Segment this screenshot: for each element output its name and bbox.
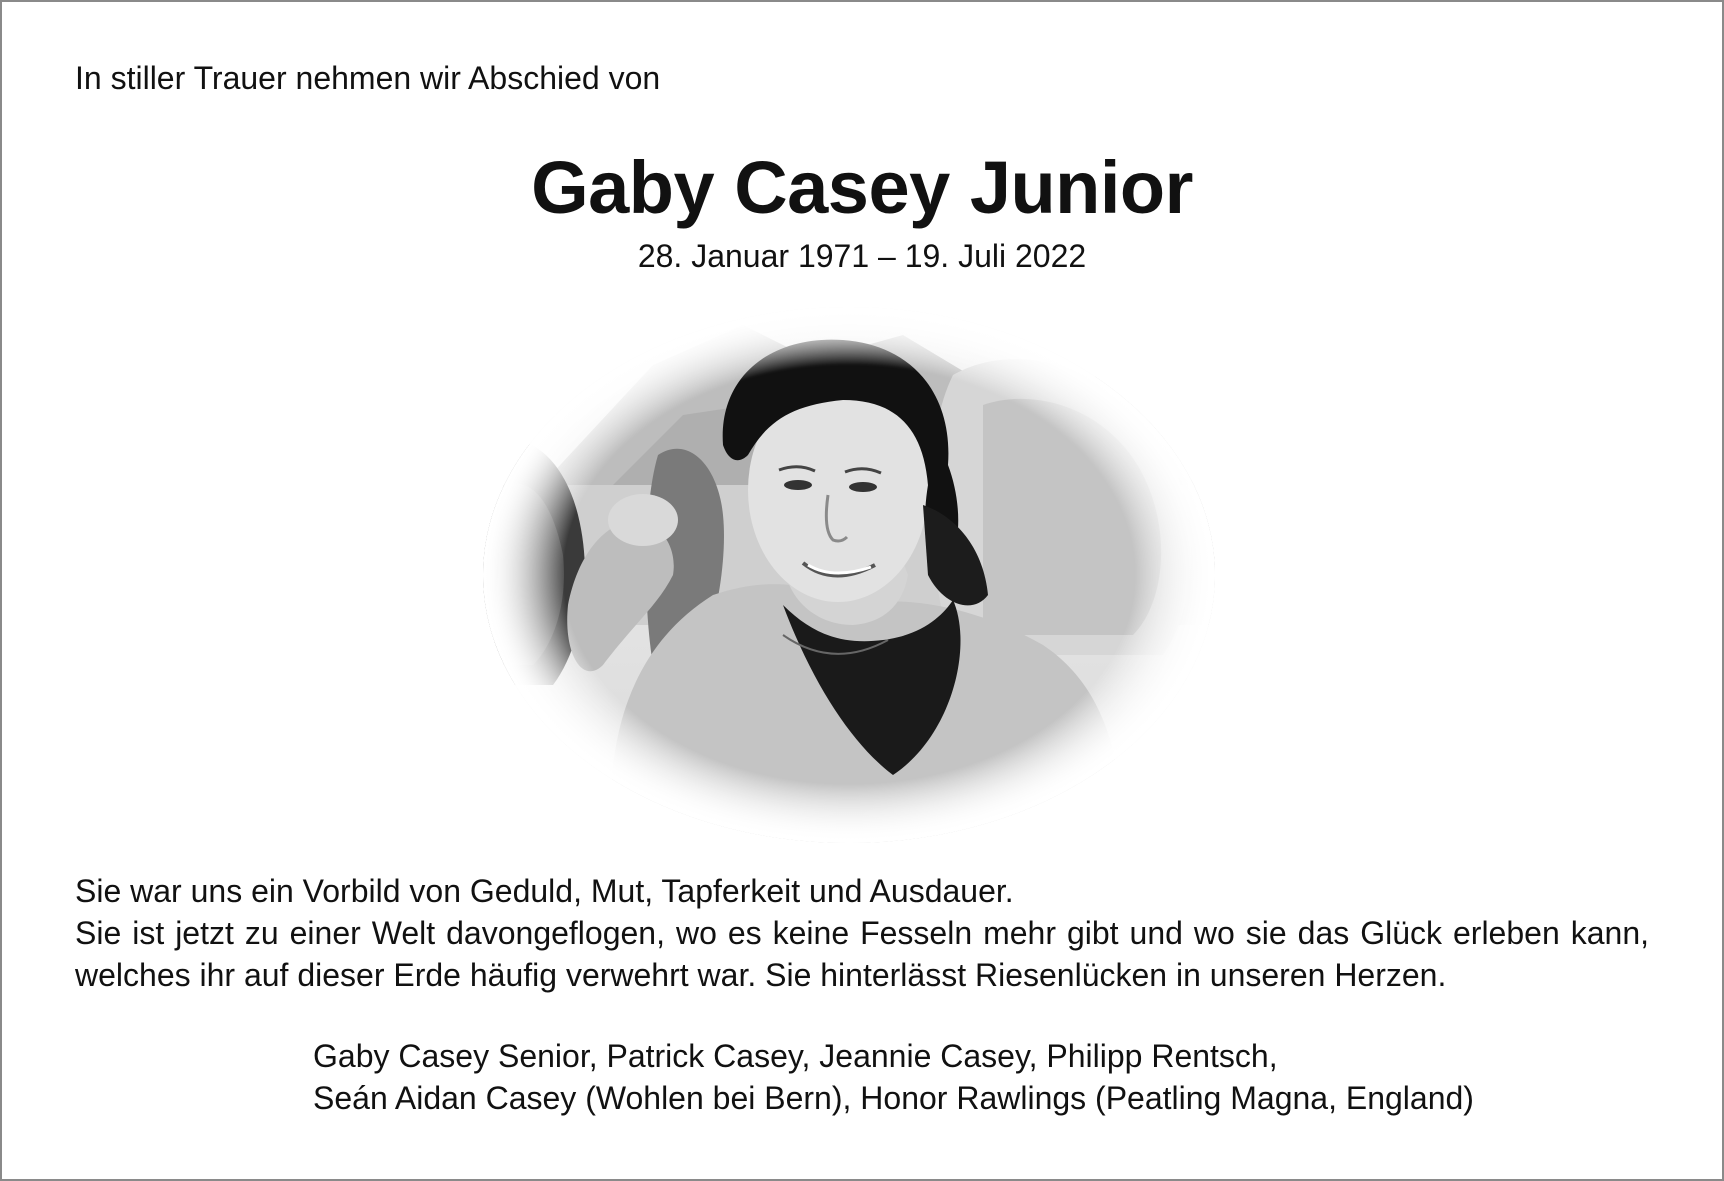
signatories-line-1: Gaby Casey Senior, Patrick Casey, Jeannie Casey, Philipp Rentsch, (313, 1038, 1278, 1074)
life-dates: 28. Januar 1971 – 19. Juli 2022 (637, 238, 1087, 274)
deceased-name: Gaby Casey Junior (531, 146, 1193, 229)
intro-text: In stiller Trauer nehmen wir Abschied von (75, 60, 661, 96)
tribute-paragraph: Sie ist jetzt zu einer Welt davongeflogen, wo es keine Fesseln mehr gibt und wo sie das Glück erleben kann, welches ihr auf dieser Erde häufig verwehrt war. Sie hinterlässt Riesenlücken in unseren Herzen. (75, 915, 1649, 993)
signatories-line-2: Seán Aidan Casey (Wohlen bei Bern), Honor Rawlings (Peatling Magna, England) (313, 1080, 1474, 1116)
tribute-text (75, 870, 1649, 996)
portrait-photo (483, 305, 1216, 843)
signatories (313, 1035, 1474, 1119)
portrait-vignette-image (483, 305, 1216, 843)
tribute-line-1: Sie war uns ein Vorbild von Geduld, Mut, Tapferkeit und Ausdauer. (75, 873, 1014, 909)
